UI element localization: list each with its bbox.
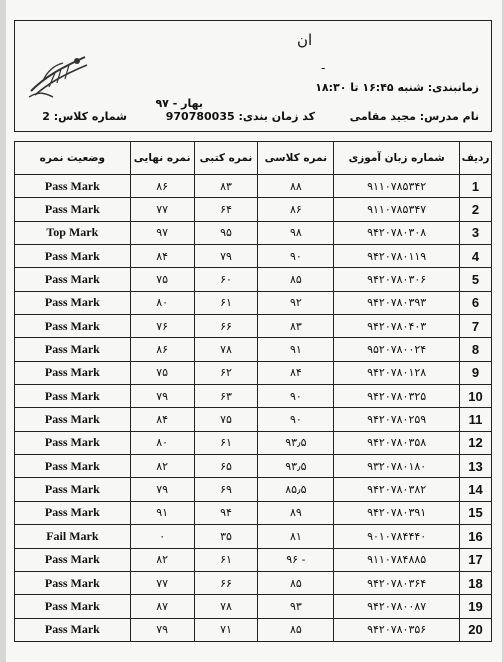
col-header-grade-status: وضعیت نمره: [15, 142, 131, 175]
final-score-cell: ۸۴: [130, 408, 194, 431]
school-name: ان: [297, 31, 313, 49]
table-row: [15, 431, 492, 454]
table-row: [15, 478, 492, 501]
term-text: بهار - ۹۷: [155, 97, 203, 110]
class-score-cell: ۸۹: [258, 501, 334, 524]
written-score-cell: ۷۸: [194, 595, 258, 618]
class-score-cell: ۹۰: [258, 408, 334, 431]
student-id-cell: ۹۴۲۰۷۸۰۳۰۶: [334, 268, 460, 291]
final-score-cell: ۷۹: [130, 385, 194, 408]
table-row: [15, 525, 492, 548]
class-score-cell: ۸۶: [258, 198, 334, 221]
written-score-cell: ۶۴: [194, 198, 258, 221]
grade-status-cell: Pass Mark: [15, 618, 131, 641]
grade-status-cell: Pass Mark: [15, 501, 131, 524]
grade-status-cell: Pass Mark: [15, 198, 131, 221]
final-score-cell: ۷۵: [130, 268, 194, 291]
written-score-cell: ۶۲: [194, 361, 258, 384]
table-row: [15, 548, 492, 571]
table-row: [15, 198, 492, 221]
class-score-cell: ۹۰: [258, 245, 334, 268]
row-number-cell: 17: [460, 548, 492, 571]
class-score-cell: ۸۱: [258, 525, 334, 548]
class-score-cell: ۸۵: [258, 571, 334, 594]
table-row: [15, 385, 492, 408]
table-row: [15, 501, 492, 524]
student-id-cell: ۹۴۲۰۷۸۰۳۸۲: [334, 478, 460, 501]
col-header-row-number: ردیف: [460, 142, 492, 175]
final-score-cell: ۸۴: [130, 245, 194, 268]
final-score-cell: ۷۷: [130, 571, 194, 594]
table-row: [15, 595, 492, 618]
table-row: [15, 361, 492, 384]
table-row: [15, 291, 492, 314]
grade-status-cell: Pass Mark: [15, 595, 131, 618]
written-score-cell: ۷۱: [194, 618, 258, 641]
table-row: [15, 571, 492, 594]
table-row: [15, 408, 492, 431]
row-number-cell: 16: [460, 525, 492, 548]
written-score-cell: ۶۰: [194, 268, 258, 291]
student-id-cell: ۹۴۲۰۷۸۰۳۲۵: [334, 385, 460, 408]
class-score-cell: ۸۵: [258, 268, 334, 291]
grade-status-cell: Pass Mark: [15, 245, 131, 268]
table-header-row: [15, 142, 492, 175]
table-row: [15, 268, 492, 291]
teacher-name: نام مدرس: مجید مقامی: [349, 110, 479, 123]
row-number-cell: 10: [460, 385, 492, 408]
final-score-cell: ۸۷: [130, 595, 194, 618]
student-id-cell: ۹۴۲۰۷۸۰۲۵۹: [334, 408, 460, 431]
table-row: [15, 245, 492, 268]
student-id-cell: ۹۴۲۰۷۸۰۳۰۸: [334, 221, 460, 244]
student-id-cell: ۹۴۲۰۷۸۰۳۵۶: [334, 618, 460, 641]
student-id-cell: ۹۴۲۰۷۸۰۱۲۸: [334, 361, 460, 384]
class-score-cell: ۹۲: [258, 291, 334, 314]
written-score-cell: ۷۵: [194, 408, 258, 431]
student-id-cell: ۹۴۲۰۷۸۰۱۱۹: [334, 245, 460, 268]
written-score-cell: ۶۶: [194, 315, 258, 338]
grade-status-cell: Pass Mark: [15, 548, 131, 571]
final-score-cell: ۸۰: [130, 291, 194, 314]
table-row: [15, 618, 492, 641]
written-score-cell: ۶۳: [194, 385, 258, 408]
class-score-cell: ۹۳: [258, 595, 334, 618]
table-row: [15, 221, 492, 244]
col-header-final-score: نمره نهایی: [130, 142, 194, 175]
grade-status-cell: Pass Mark: [15, 268, 131, 291]
grade-status-cell: Pass Mark: [15, 571, 131, 594]
class-score-cell: ۹۳٫۵: [258, 455, 334, 478]
final-score-cell: ۸۶: [130, 338, 194, 361]
written-score-cell: ۷۹: [194, 245, 258, 268]
written-score-cell: ۹۴: [194, 501, 258, 524]
table-row: [15, 315, 492, 338]
class-score-cell: ۸۸: [258, 175, 334, 198]
final-score-cell: ۸۰: [130, 431, 194, 454]
written-score-cell: ۷۸: [194, 338, 258, 361]
student-id-cell: ۹۳۲۰۷۸۰۱۸۰: [334, 455, 460, 478]
school-subtitle: -: [321, 61, 326, 75]
grade-status-cell: Pass Mark: [15, 431, 131, 454]
student-id-cell: ۹۵۲۰۷۸۰۰۲۴: [334, 338, 460, 361]
student-id-cell: ۹۴۲۰۷۸۰۰۸۷: [334, 595, 460, 618]
row-number-cell: 8: [460, 338, 492, 361]
grade-status-cell: Pass Mark: [15, 361, 131, 384]
final-score-cell: ۷۷: [130, 198, 194, 221]
grade-status-cell: Pass Mark: [15, 478, 131, 501]
student-id-cell: ۹۱۱۰۷۸۵۳۴۷: [334, 198, 460, 221]
final-score-cell: ۹۷: [130, 221, 194, 244]
grades-table: [14, 141, 492, 642]
class-score-cell: ۹۳٫۵: [258, 431, 334, 454]
grade-status-cell: Pass Mark: [15, 385, 131, 408]
student-id-cell: ۹۱۱۰۷۸۵۳۴۲: [334, 175, 460, 198]
written-score-cell: ۳۵: [194, 525, 258, 548]
row-number-cell: 3: [460, 221, 492, 244]
row-number-cell: 20: [460, 618, 492, 641]
class-number: شماره کلاس: 2: [42, 110, 127, 123]
row-number-cell: 13: [460, 455, 492, 478]
institute-logo-icon: [25, 47, 93, 101]
row-number-cell: 19: [460, 595, 492, 618]
grade-status-cell: Pass Mark: [15, 455, 131, 478]
class-score-cell: - ۹۶: [258, 548, 334, 571]
col-header-class-score: نمره کلاسی: [258, 142, 334, 175]
student-id-cell: ۹۴۲۰۷۸۰۳۶۴: [334, 571, 460, 594]
grade-status-cell: Fail Mark: [15, 525, 131, 548]
table-row: [15, 455, 492, 478]
student-id-cell: ۹۴۲۰۷۸۰۴۰۳: [334, 315, 460, 338]
written-score-cell: ۶۱: [194, 548, 258, 571]
class-score-cell: ۸۳: [258, 315, 334, 338]
table-row: [15, 338, 492, 361]
grade-status-cell: Pass Mark: [15, 291, 131, 314]
final-score-cell: ۷۹: [130, 478, 194, 501]
student-id-cell: ۹۱۱۰۷۸۴۸۸۵: [334, 548, 460, 571]
row-number-cell: 18: [460, 571, 492, 594]
final-score-cell: ۸۲: [130, 548, 194, 571]
row-number-cell: 4: [460, 245, 492, 268]
col-header-student-id: شماره زبان آموزی: [334, 142, 460, 175]
grade-status-cell: Pass Mark: [15, 338, 131, 361]
written-score-cell: ۶۵: [194, 455, 258, 478]
row-number-cell: 14: [460, 478, 492, 501]
grade-status-cell: Pass Mark: [15, 315, 131, 338]
row-number-cell: 11: [460, 408, 492, 431]
row-number-cell: 6: [460, 291, 492, 314]
written-score-cell: ۶۱: [194, 291, 258, 314]
class-score-cell: ۸۵: [258, 618, 334, 641]
student-id-cell: ۹۴۲۰۷۸۰۳۵۸: [334, 431, 460, 454]
row-number-cell: 12: [460, 431, 492, 454]
written-score-cell: ۹۵: [194, 221, 258, 244]
student-id-cell: ۹۴۲۰۷۸۰۳۹۳: [334, 291, 460, 314]
final-score-cell: ۹۱: [130, 501, 194, 524]
final-score-cell: ۸۶: [130, 175, 194, 198]
class-score-cell: ۸۴: [258, 361, 334, 384]
schedule-text: زمانبندی: شنبه ۱۶:۴۵ تا ۱۸:۳۰: [315, 81, 479, 94]
schedule-code: کد زمان بندی: 970780035: [165, 110, 315, 123]
written-score-cell: ۸۳: [194, 175, 258, 198]
row-number-cell: 5: [460, 268, 492, 291]
class-score-cell: ۹۰: [258, 385, 334, 408]
written-score-cell: ۶۱: [194, 431, 258, 454]
grade-status-cell: Pass Mark: [15, 408, 131, 431]
written-score-cell: ۶۹: [194, 478, 258, 501]
final-score-cell: ۷۹: [130, 618, 194, 641]
student-id-cell: ۹۰۱۰۷۸۴۴۴۰: [334, 525, 460, 548]
col-header-written-score: نمره کتبی: [194, 142, 258, 175]
row-number-cell: 9: [460, 361, 492, 384]
final-score-cell: ۸۲: [130, 455, 194, 478]
row-number-cell: 15: [460, 501, 492, 524]
report-header: [14, 20, 492, 132]
row-number-cell: 1: [460, 175, 492, 198]
class-score-cell: ۹۸: [258, 221, 334, 244]
written-score-cell: ۶۶: [194, 571, 258, 594]
document-page: [6, 0, 502, 662]
grade-status-cell: Pass Mark: [15, 175, 131, 198]
final-score-cell: ۷۵: [130, 361, 194, 384]
class-score-cell: ۸۵٫۵: [258, 478, 334, 501]
student-id-cell: ۹۴۲۰۷۸۰۳۹۱: [334, 501, 460, 524]
class-score-cell: ۹۱: [258, 338, 334, 361]
grade-status-cell: Top Mark: [15, 221, 131, 244]
table-row: [15, 175, 492, 198]
final-score-cell: ۷۶: [130, 315, 194, 338]
row-number-cell: 2: [460, 198, 492, 221]
final-score-cell: ۰: [130, 525, 194, 548]
row-number-cell: 7: [460, 315, 492, 338]
